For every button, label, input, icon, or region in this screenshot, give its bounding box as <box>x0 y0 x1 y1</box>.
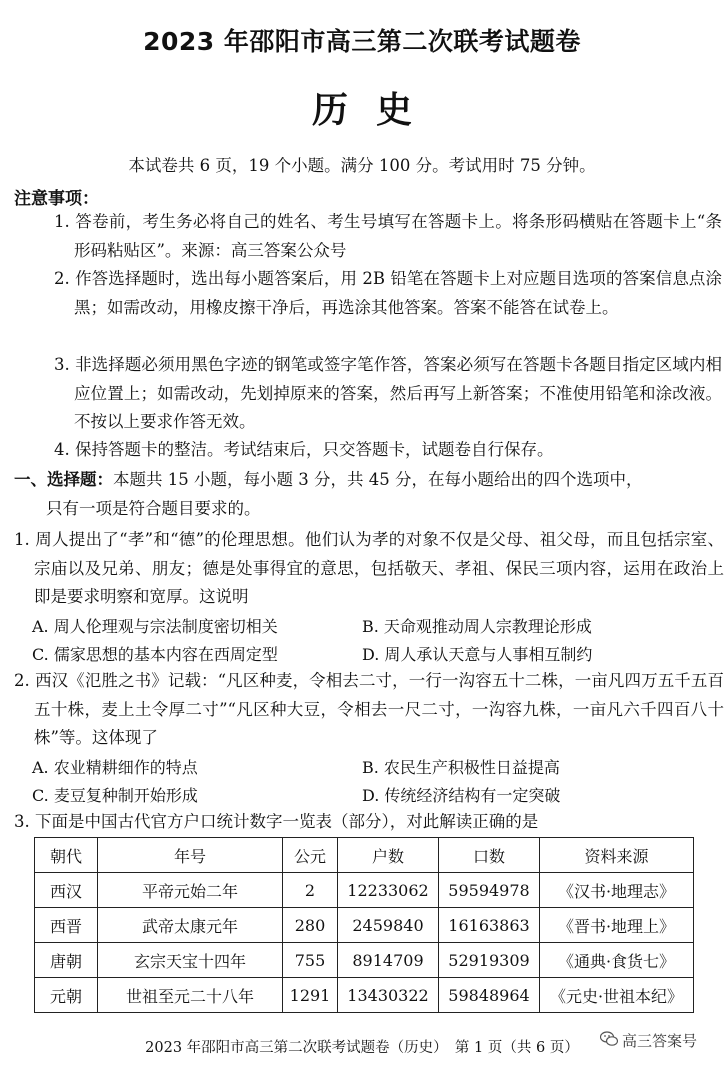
table-cell: 《元史·世祖本纪》 <box>540 978 694 1013</box>
household-statistics-table <box>34 837 694 1013</box>
q1-option-d: D. 周人承认天意与人事相互制约 <box>362 644 593 664</box>
table-cell: 280 <box>283 908 338 943</box>
table-cell: 2459840 <box>338 908 439 943</box>
section-choice-heading <box>14 466 704 523</box>
table-header: 公元 <box>283 838 338 873</box>
table-cell: 59848964 <box>439 978 540 1013</box>
notice-item-1: 1. 答卷前，考生务必将自己的姓名、考生号填写在答题卡上。将条形码横贴在答题卡上“条形码粘贴区”。来源：高三答案公众号 <box>54 212 722 260</box>
table-cell: 西晋 <box>35 908 98 943</box>
table-cell: 《汉书·地理志》 <box>540 873 694 908</box>
notice-title: 注意事项： <box>14 189 99 209</box>
table-cell: 52919309 <box>439 943 540 978</box>
table-header: 朝代 <box>35 838 98 873</box>
table-cell: 西汉 <box>35 873 98 908</box>
subject-title: 历史 <box>311 90 440 131</box>
exam-title: 2023 年邵阳市高三第二次联考试题卷 <box>143 27 581 56</box>
table-cell: 唐朝 <box>35 943 98 978</box>
table-cell: 59594978 <box>439 873 540 908</box>
exam-intro: 本试卷共 6 页，19 个小题。满分 100 分。考试用时 75 分钟。 <box>128 156 596 175</box>
table-header: 口数 <box>439 838 540 873</box>
table-cell: 8914709 <box>338 943 439 978</box>
watermark-logo <box>600 1030 697 1051</box>
q1-option-b: B. 天命观推动周人宗教理论形成 <box>362 616 592 636</box>
table-cell: 武帝太康元年 <box>98 908 283 943</box>
q2-option-b: B. 农民生产积极性日益提高 <box>362 757 560 777</box>
section-head: 一、选择题： <box>14 470 113 489</box>
watermark-logo-text: 高三答案号 <box>622 1032 698 1050</box>
q2-option-d: D. 传统经济结构有一定突破 <box>362 785 561 805</box>
table-cell: 16163863 <box>439 908 540 943</box>
question-1-options <box>32 611 704 667</box>
table-cell: 世祖至元二十八年 <box>98 978 283 1013</box>
table-cell: 玄宗天宝十四年 <box>98 943 283 978</box>
section-desc-cont: 只有一项是符合题目要求的。 <box>46 498 261 518</box>
notice-item-3: 3. 非选择题必须用黑色字迹的钢笔或签字笔作答，答案必须写在答题卡各题目指定区域内相应位置上；如需改动，先划掉原来的答案，然后再写上新答案；不准使用铅笔和涂改液。不按以上要求作答无效。 <box>54 355 722 431</box>
table-cell: 12233062 <box>338 873 439 908</box>
table-header: 资料来源 <box>540 838 694 873</box>
question-3-stem: 3. 下面是中国古代官方户口统计数字一览表（部分），对此解读正确的是 <box>14 812 539 831</box>
table-cell: 2 <box>283 873 338 908</box>
table-cell: 《晋书·地理上》 <box>540 908 694 943</box>
section-desc: 本题共 15 小题，每小题 3 分，共 45 分，在每小题给出的四个选项中， <box>113 470 643 489</box>
q1-option-a: A. 周人伦理观与宗法制度密切相关 <box>32 616 278 636</box>
table-header: 年号 <box>98 838 283 873</box>
q1-option-c: C. 儒家思想的基本内容在西周定型 <box>32 644 278 664</box>
table-row <box>35 908 694 943</box>
table-cell: 755 <box>283 943 338 978</box>
table-header: 户数 <box>338 838 439 873</box>
q2-option-c: C. 麦豆复种制开始形成 <box>32 785 198 805</box>
table-row <box>35 873 694 908</box>
notice-item-4: 4. 保持答题卡的整洁。考试结束后，只交答题卡，试题卷自行保存。 <box>54 440 554 459</box>
table-cell: 13430322 <box>338 978 439 1013</box>
table-cell: 平帝元始二年 <box>98 873 283 908</box>
question-2-stem: 2. 西汉《氾胜之书》记载：“凡区种麦，令相去二寸，一行一沟容五十二株，一亩凡四万五千五百五十株，麦上土令厚二寸”“凡区种大豆，令相去一尺二寸，一沟容九株，一亩凡六千四百八十株”等。这体现了 <box>14 671 724 747</box>
notice-item-2: 2. 作答选择题时，选出每小题答案后，用 2B 铅笔在答题卡上对应题目选项的答案信息点涂黑；如需改动，用橡皮擦干净后，再选涂其他答案。答案不能答在试卷上。 <box>54 269 722 317</box>
table-row <box>35 978 694 1013</box>
wechat-icon <box>600 1031 618 1051</box>
question-1-stem: 1. 周人提出了“孝”和“德”的伦理思想。他们认为孝的对象不仅是父母、祖父母，而且包括宗室、宗庙以及兄弟、朋友；德是处事得宜的意思，包括敬天、孝祖、保民三项内容，运用在政治上即是要求明察和宽厚。这说明 <box>14 530 724 606</box>
q2-option-a: A. 农业精耕细作的特点 <box>32 757 198 777</box>
table-cell: 元朝 <box>35 978 98 1013</box>
question-2-options <box>32 752 704 808</box>
table-row <box>35 943 694 978</box>
table-header-row <box>35 838 694 873</box>
table-cell: 1291 <box>283 978 338 1013</box>
page-footer: 2023 年邵阳市高三第二次联考试题卷（历史） 第 1 页（共 6 页） <box>145 1040 579 1056</box>
table-cell: 《通典·食货七》 <box>540 943 694 978</box>
